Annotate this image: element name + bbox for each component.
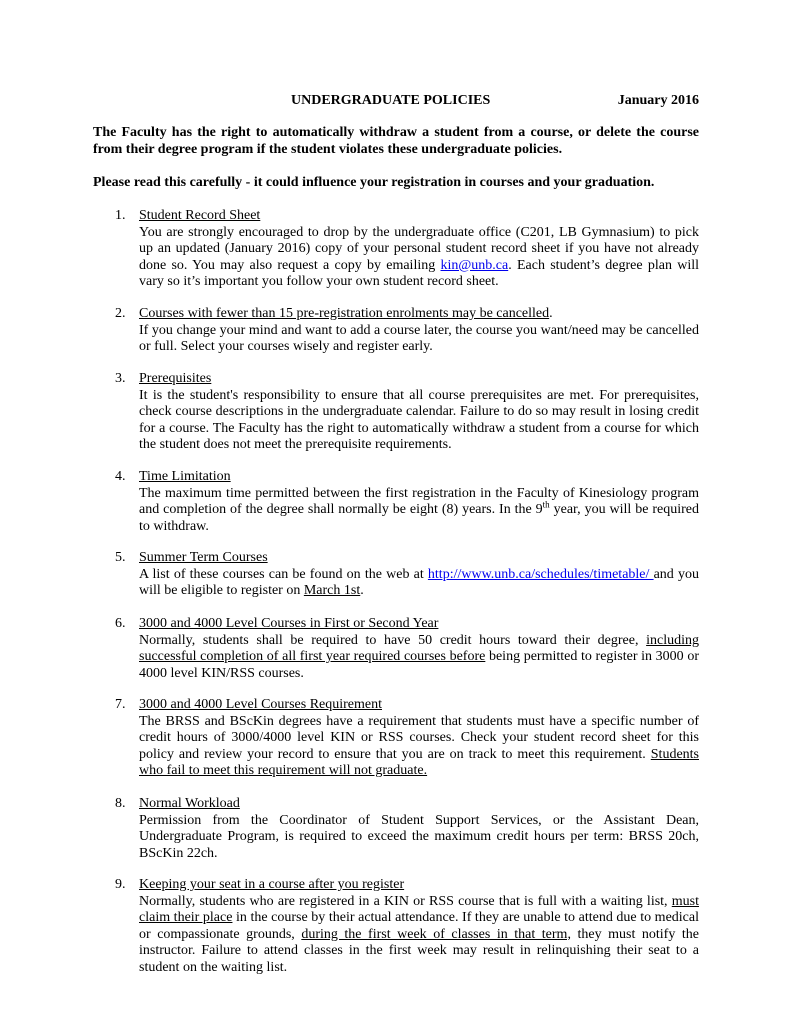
policy-item-1 — [93, 208, 699, 291]
policy-item-2: 2. Courses with fewer than 15 pre-registration enrolments may be cancelled. If you change your mind and want to add a course later, the course you want/need may be cancelled or full. Select your courses wisely and register early. — [115, 306, 699, 354]
item-body: Normally, students who are registered in a KIN or RSS course that is full with a waiting list, must claim their place in the course by their actual attendance. If they are unable to attend due to medical or compassionate grounds, during the first week of classes in that term, they must notify the instructor. Failure to attend classes in the first week may result in relinquishing their seat to a student on the waiting list. — [139, 893, 699, 975]
item-number: 7. — [115, 697, 126, 712]
item-number: 4. — [115, 469, 126, 484]
policy-item-8 — [93, 796, 699, 862]
item-body: The maximum time permitted between the first registration in the Faculty of Kinesiology program and completion of the degree shall normally be eight (8) years. In the 9th year, you will be required to withdraw. — [139, 485, 699, 534]
item-heading: Prerequisites — [139, 371, 212, 386]
item-heading: Courses with fewer than 15 pre-registration enrolments may be cancelled — [139, 306, 550, 321]
item-heading: Student Record Sheet — [139, 208, 261, 223]
item-number: 1. — [115, 208, 126, 223]
item-body: The BRSS and BScKin degrees have a requirement that students must have a specific number of credit hours of 3000/4000 level KIN or RSS courses. Check your student record sheet for this policy and review your record to ensure that you are on track to meet this requirement. Students who fail to meet this requirement will not graduate. — [139, 713, 699, 778]
item-body: It is the student's responsibility to ensure that all course prerequisites are met. For prerequisites, check course descriptions in the undergraduate calendar. Failure to do so may result in losing credit for a course. The Faculty has the right to automatically withdraw a student from a course for which the student does not meet the prerequisite requirements. — [139, 387, 699, 452]
item-number: 8. — [115, 796, 126, 811]
item-heading: 3000 and 4000 Level Courses Requirement — [139, 697, 383, 712]
item-number: 6. — [115, 616, 126, 631]
policy-item-7 — [93, 697, 699, 780]
policy-item-4 — [93, 469, 699, 535]
item-body: If you change your mind and want to add a course later, the course you want/need may be cancelled or full. Select your courses wisely and register early. — [139, 322, 699, 354]
item-number: 9. — [115, 877, 126, 892]
item-body: Normally, students shall be required to have 50 credit hours toward their degree, including successful completion of all first year required courses before being permitted to register in 3000 or 4000 level KIN/RSS courses. — [139, 632, 699, 681]
item-heading: Normal Workload — [139, 796, 240, 811]
item-number: 2. — [115, 306, 126, 321]
registration-date: March 1st — [303, 583, 361, 598]
item-heading: Keeping your seat in a course after you register — [139, 877, 405, 892]
policy-item-9 — [93, 877, 699, 976]
item-body: Permission from the Coordinator of Student Support Services, or the Assistant Dean, Undergraduate Program, is required to exceed the maximum credit hours per term: BRSS 20ch, BScKin 22ch. — [139, 812, 699, 861]
item-body: A list of these courses can be found on the web at http://www.unb.ca/schedules/timetable/ and you will be eligible to register on March 1st. — [139, 566, 699, 598]
policy-item-6 — [93, 616, 699, 682]
item-number: 5. — [115, 550, 126, 565]
email-link[interactable]: kin@unb.ca — [440, 257, 509, 273]
document-title: UNDERGRADUATE POLICIES — [291, 93, 491, 108]
item-heading: 3000 and 4000 Level Courses in First or Second Year — [139, 616, 439, 631]
document-header — [93, 93, 699, 111]
item-heading: Summer Term Courses — [139, 550, 268, 565]
timetable-link[interactable]: http://www.unb.ca/schedules/timetable/ — [427, 566, 654, 582]
item-heading: Time Limitation — [139, 469, 231, 484]
policy-item-5 — [93, 550, 699, 600]
notice-paragraph: Please read this carefully - it could influence your registration in courses and your graduation. — [93, 175, 655, 190]
item-number: 3. — [115, 371, 126, 386]
item-body: You are strongly encouraged to drop by the undergraduate office (C201, LB Gymnasium) to pick up an updated (January 2016) copy of your personal student record sheet if you have not already done so. You may also request a copy by emailing kin@unb.ca. Each student’s degree plan will vary so it’s important you follow your own student record sheet. — [139, 224, 699, 289]
intro-paragraph: The Faculty has the right to automatically withdraw a student from a course, or delete the course from their degree program if the student violates these undergraduate policies. — [93, 125, 699, 157]
policy-item-3 — [93, 371, 699, 454]
document-date: January 2016 — [617, 93, 699, 108]
